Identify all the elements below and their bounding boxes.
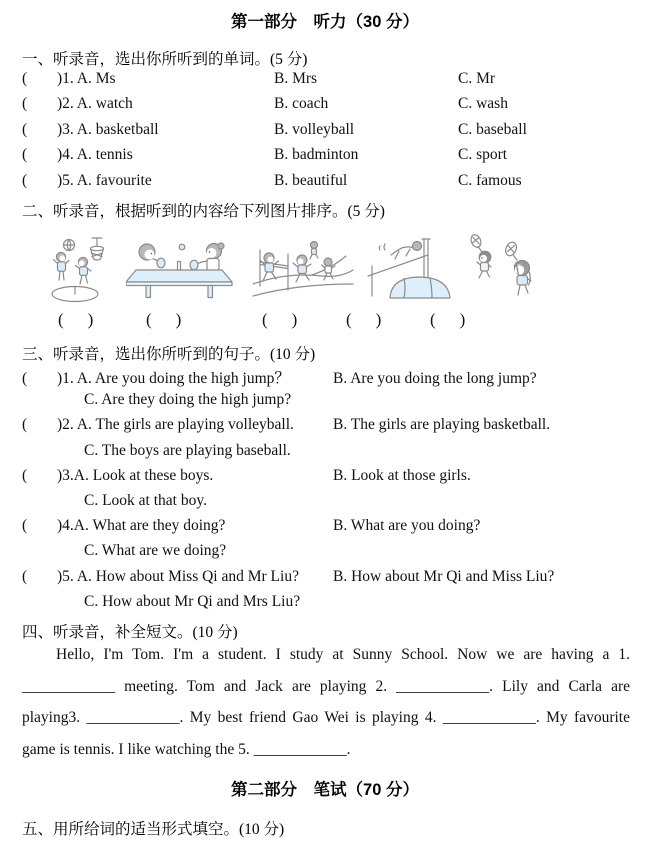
answer-bracket: (: [22, 70, 28, 87]
option-c: C. sport: [458, 146, 508, 164]
section1-rows: [22, 70, 632, 197]
table-tennis-illustration: [126, 240, 238, 300]
part2-title: 第二部分 笔试（70 分）: [231, 781, 419, 799]
sentence-question-5: [22, 568, 632, 618]
option-a: )1. A. Are you doing the high jump？: [57, 370, 290, 387]
picture-ordering-block: [0, 228, 650, 340]
option-b: B. badminton: [274, 146, 359, 164]
section3-rows: [22, 366, 632, 618]
option-a: )2. A. watch: [57, 95, 133, 113]
cloze-passage: [22, 646, 630, 772]
option-b: B. Mrs: [274, 70, 318, 87]
sentence-question-2: [22, 416, 632, 466]
question-row-4: [22, 146, 632, 171]
section1-heading: 一、听录音，选出你所听到的单词。(5 分): [22, 51, 308, 68]
option-a: )3. A. basketball: [57, 120, 159, 138]
high-jump-illustration: [360, 236, 452, 300]
section3-heading: 三、听录音，选出你所听到的句子。(10 分): [22, 346, 316, 363]
option-a: )4. A. tennis: [57, 146, 133, 164]
part1-title: 第一部分 听力（30 分）: [231, 13, 419, 31]
option-b: B. The girls are playing basketball.: [333, 416, 551, 434]
option-c: C. Are they doing the high jump?: [84, 391, 292, 409]
option-b: B. coach: [274, 95, 329, 113]
option-c: C. Look at that boy.: [84, 491, 207, 509]
option-c: C. The boys are playing baseball.: [84, 441, 291, 459]
option-b: B. volleyball: [274, 120, 355, 138]
tennis-illustration: [464, 232, 542, 304]
passage-line: Hello, I'm Tom. I'm a student. I study at Sunny School. Now we are having a 1.: [56, 646, 630, 663]
answer-bracket: (: [22, 95, 28, 113]
option-a: )2. A. The girls are playing volleyball.: [57, 416, 294, 434]
option-a: )4.A. What are they doing?: [57, 517, 226, 535]
option-b: B. Look at those girls.: [333, 466, 471, 484]
passage-line: game is tennis. I like watching the 5. ____________.: [22, 740, 351, 758]
answer-bracket: (: [22, 416, 28, 434]
sentence-question-4: [22, 517, 632, 567]
option-c: C. famous: [458, 171, 522, 189]
answer-bracket: (: [22, 120, 28, 138]
picture-answer-bracket-4: ( ): [346, 310, 382, 329]
option-a: )3.A. Look at these boys.: [57, 466, 214, 484]
option-b: B. beautiful: [274, 171, 348, 189]
section4-heading: 四、听录音，补全短文。(10 分): [22, 624, 238, 641]
option-b: B. How about Mr Qi and Miss Liu?: [333, 567, 555, 585]
picture-answer-bracket-2: ( ): [146, 310, 182, 329]
sentence-question-1: [22, 366, 632, 416]
option-b: B. Are you doing the long jump?: [333, 370, 537, 387]
option-c: C. baseball: [458, 120, 527, 138]
section2-heading: 二、听录音，根据听到的内容给下列图片排序。(5 分): [22, 203, 385, 220]
sentence-question-3: [22, 467, 632, 517]
answer-bracket: (: [22, 517, 28, 535]
picture-answer-bracket-3: ( ): [262, 310, 298, 329]
option-c: C. How about Mr Qi and Mrs Liu?: [84, 592, 301, 610]
option-c: C. What are we doing?: [84, 542, 227, 560]
option-a: )1. A. Ms: [57, 70, 116, 87]
answer-bracket: (: [22, 171, 28, 189]
answer-bracket: (: [22, 466, 28, 484]
option-c: C. wash: [458, 95, 508, 113]
picture-answer-bracket-5: ( ): [430, 310, 466, 329]
option-b: B. What are you doing?: [333, 517, 481, 535]
question-row-3: [22, 121, 632, 146]
answer-bracket: (: [22, 567, 28, 585]
relay-race-illustration: [252, 238, 354, 300]
picture-answer-bracket-1: ( ): [58, 310, 94, 329]
option-c: C. Mr: [458, 70, 496, 87]
answer-bracket: (: [22, 146, 28, 164]
answer-bracket: (: [22, 370, 28, 387]
basketball-illustration: [50, 236, 108, 304]
passage-line: playing3. ____________. My best friend Gao Wei is playing 4. ____________. My favourite: [22, 709, 630, 727]
question-row-2: [22, 95, 632, 120]
question-row-1: [22, 70, 632, 95]
passage-line: ____________ meeting. Tom and Jack are playing 2. ____________. Lily and Carla are: [22, 677, 630, 695]
section5-heading: 五、用所给词的适当形式填空。(10 分): [22, 821, 285, 838]
question-row-5: [22, 172, 632, 197]
option-a: )5. A. How about Miss Qi and Mr Liu?: [57, 567, 299, 585]
option-a: )5. A. favourite: [57, 171, 152, 189]
